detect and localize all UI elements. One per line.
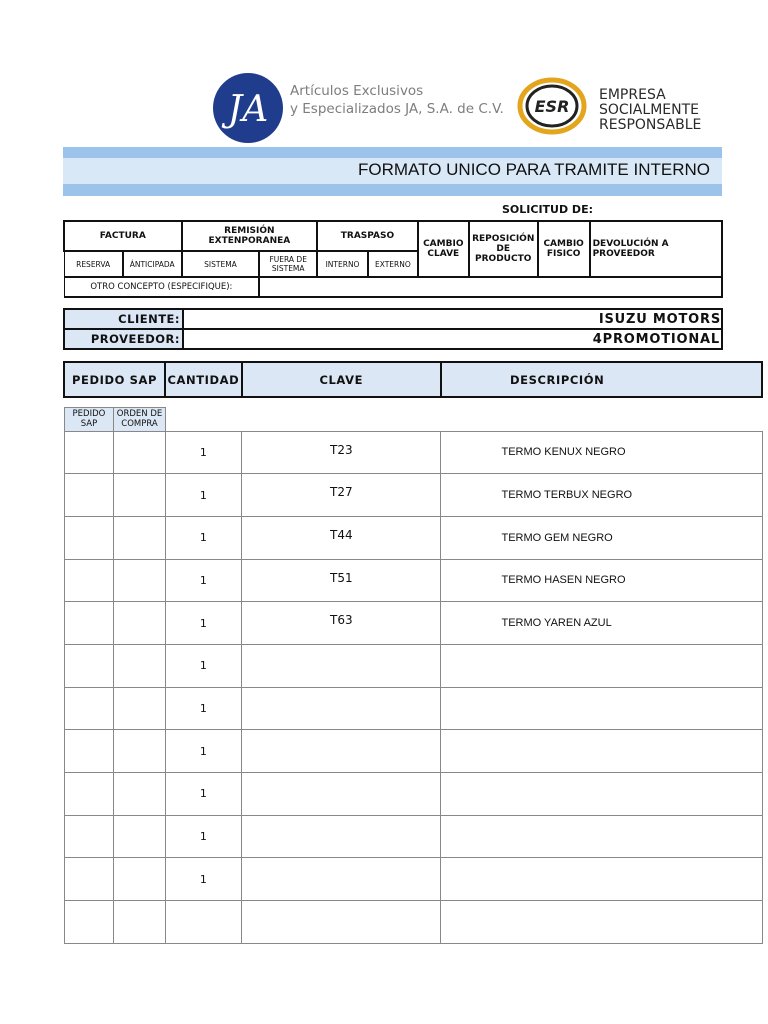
anticipada-cell[interactable]: ÁNTICIPADA bbox=[123, 251, 182, 277]
reposicion-cell[interactable]: REPOSICIÓN DE PRODUCTO bbox=[469, 221, 538, 277]
cantidad-cell[interactable]: 1 bbox=[165, 815, 242, 858]
cantidad-cell[interactable]: 1 bbox=[165, 858, 242, 901]
pedido-sap-cell[interactable] bbox=[64, 602, 114, 645]
pedido-sap-cell[interactable] bbox=[64, 644, 114, 687]
factura-cell[interactable]: FACTURA bbox=[64, 221, 182, 251]
cantidad-cell[interactable]: 1 bbox=[165, 516, 242, 559]
cliente-text: ISUZU MOTORS bbox=[598, 311, 721, 327]
svg-text:JA: JA bbox=[227, 89, 269, 130]
descripcion-cell[interactable] bbox=[441, 602, 762, 645]
pedido-sap-cell[interactable] bbox=[64, 687, 114, 730]
remision-cell[interactable]: REMISIÓN EXTENPORANEA bbox=[182, 221, 317, 251]
table-row bbox=[64, 602, 762, 645]
orden-compra-cell[interactable] bbox=[114, 431, 165, 474]
pedido-sap-cell[interactable] bbox=[64, 431, 114, 474]
cantidad-cell[interactable]: 1 bbox=[165, 687, 242, 730]
reserva-cell[interactable]: RESERVA bbox=[64, 251, 123, 277]
cantidad-cell[interactable]: 1 bbox=[165, 730, 242, 773]
cantidad-cell[interactable]: 1 bbox=[165, 602, 242, 645]
table-row bbox=[64, 687, 762, 730]
clave-cell[interactable]: T63 bbox=[242, 602, 441, 645]
esr-logo bbox=[517, 77, 587, 135]
esr-line1: EMPRESA bbox=[599, 87, 666, 103]
clave-cell[interactable]: T23 bbox=[242, 431, 441, 474]
clave-cell[interactable] bbox=[242, 687, 441, 730]
interno-cell[interactable]: INTERNO bbox=[317, 251, 368, 277]
descripcion-text: TERMO HASEN NEGRO bbox=[501, 574, 626, 587]
esr-badge: ESR bbox=[534, 97, 570, 116]
descripcion-cell[interactable] bbox=[441, 730, 762, 773]
descripcion-cell[interactable] bbox=[441, 901, 762, 944]
esr-line3: RESPONSABLE bbox=[599, 117, 702, 133]
cambio-clave-cell[interactable]: CAMBIO CLAVE bbox=[418, 221, 469, 277]
items-table bbox=[63, 361, 763, 944]
table-row bbox=[64, 815, 762, 858]
clave-cell[interactable]: T51 bbox=[242, 559, 441, 602]
party-table bbox=[63, 308, 723, 350]
otro-concepto-label: OTRO CONCEPTO (ESPECIFIQUE): bbox=[64, 277, 259, 297]
proveedor-value[interactable] bbox=[183, 329, 722, 349]
table-row bbox=[64, 858, 762, 901]
clave-cell[interactable] bbox=[242, 730, 441, 773]
items-frame bbox=[63, 361, 688, 947]
pedido-sap-cell[interactable] bbox=[64, 773, 114, 816]
cliente-label: CLIENTE: bbox=[64, 309, 183, 329]
descripcion-cell[interactable] bbox=[441, 773, 762, 816]
clave-cell[interactable]: T44 bbox=[242, 516, 441, 559]
cantidad-cell[interactable]: 1 bbox=[165, 474, 242, 517]
col-clave: CLAVE bbox=[242, 362, 441, 397]
clave-cell[interactable] bbox=[242, 858, 441, 901]
descripcion-text: TERMO GEM NEGRO bbox=[501, 531, 613, 544]
cantidad-cell[interactable]: 1 bbox=[165, 559, 242, 602]
company-name-line2: y Especializados JA, S.A. de C.V. bbox=[290, 101, 504, 117]
item-rows bbox=[64, 431, 762, 943]
orden-compra-cell[interactable] bbox=[114, 901, 165, 944]
sub-pedido-sap: PEDIDO SAP bbox=[64, 407, 114, 431]
col-pedido-sap: PEDIDO SAP bbox=[64, 362, 165, 397]
table-row bbox=[64, 516, 762, 559]
orden-compra-cell[interactable] bbox=[114, 559, 165, 602]
descripcion-cell[interactable] bbox=[441, 559, 762, 602]
title-band-top bbox=[63, 147, 722, 158]
externo-cell[interactable]: EXTERNO bbox=[368, 251, 418, 277]
table-row bbox=[64, 773, 762, 816]
descripcion-text: TERMO YAREN AZUL bbox=[501, 617, 612, 630]
cantidad-cell[interactable]: 1 bbox=[165, 644, 242, 687]
pedido-sap-cell[interactable] bbox=[64, 474, 114, 517]
company-logo bbox=[213, 73, 283, 143]
request-type-table bbox=[63, 220, 723, 298]
cliente-value[interactable] bbox=[183, 309, 722, 329]
pedido-sap-cell[interactable] bbox=[64, 815, 114, 858]
orden-compra-cell[interactable] bbox=[114, 644, 165, 687]
traspaso-cell[interactable]: TRASPASO bbox=[317, 221, 418, 251]
company-name bbox=[290, 82, 504, 118]
cantidad-cell[interactable]: 1 bbox=[165, 431, 242, 474]
orden-compra-cell[interactable] bbox=[114, 815, 165, 858]
descripcion-cell[interactable] bbox=[441, 687, 762, 730]
pedido-sap-cell[interactable] bbox=[64, 730, 114, 773]
clave-cell[interactable]: T27 bbox=[242, 474, 441, 517]
orden-compra-cell[interactable] bbox=[114, 773, 165, 816]
esr-line2: SOCIALMENTE bbox=[599, 102, 699, 118]
descripcion-cell[interactable] bbox=[441, 431, 762, 474]
company-name-line1: Artículos Exclusivos bbox=[290, 83, 424, 99]
descripcion-text: TERMO KENUX NEGRO bbox=[501, 446, 626, 459]
form-title-wrap bbox=[63, 158, 710, 184]
pedido-sap-cell[interactable] bbox=[64, 901, 114, 944]
table-row bbox=[64, 431, 762, 474]
title-band-bottom bbox=[63, 184, 722, 196]
solicitud-label: SOLICITUD DE: bbox=[502, 203, 593, 216]
sistema-cell[interactable]: SISTEMA bbox=[182, 251, 260, 277]
fuera-sistema-cell[interactable]: FUERA DE SISTEMA bbox=[259, 251, 317, 277]
table-row bbox=[64, 644, 762, 687]
descripcion-cell[interactable] bbox=[441, 474, 762, 517]
col-cantidad: CANTIDAD bbox=[165, 362, 242, 397]
party-frame bbox=[63, 308, 721, 350]
orden-compra-cell[interactable] bbox=[114, 730, 165, 773]
clave-cell[interactable] bbox=[242, 901, 441, 944]
cantidad-cell[interactable] bbox=[165, 901, 242, 944]
otro-concepto-field[interactable] bbox=[259, 277, 722, 297]
descripcion-cell[interactable] bbox=[441, 516, 762, 559]
table-row bbox=[64, 730, 762, 773]
esr-text bbox=[599, 87, 702, 133]
descripcion-text: TERMO TERBUX NEGRO bbox=[501, 489, 633, 502]
pedido-sap-cell[interactable] bbox=[64, 559, 114, 602]
clave-cell[interactable] bbox=[242, 644, 441, 687]
orden-compra-cell[interactable] bbox=[114, 474, 165, 517]
descripcion-cell[interactable] bbox=[441, 858, 762, 901]
orden-compra-cell[interactable] bbox=[114, 602, 165, 645]
orden-compra-cell[interactable] bbox=[114, 858, 165, 901]
proveedor-text: 4PROMOTIONAL bbox=[592, 331, 720, 347]
sub-spacer bbox=[165, 407, 762, 431]
spacer-row bbox=[64, 397, 762, 407]
devolucion-cell[interactable]: DEVOLUCIÓN A PROVEEDOR bbox=[590, 221, 722, 277]
request-type-frame bbox=[63, 219, 688, 299]
table-row bbox=[64, 901, 762, 944]
clave-cell[interactable] bbox=[242, 773, 441, 816]
descripcion-cell[interactable] bbox=[441, 815, 762, 858]
col-descripcion: DESCRIPCIÓN bbox=[441, 362, 762, 397]
clave-cell[interactable] bbox=[242, 815, 441, 858]
cantidad-cell[interactable]: 1 bbox=[165, 773, 242, 816]
descripcion-cell[interactable] bbox=[441, 644, 762, 687]
orden-compra-cell[interactable] bbox=[114, 516, 165, 559]
pedido-sap-cell[interactable] bbox=[64, 858, 114, 901]
orden-compra-cell[interactable] bbox=[114, 687, 165, 730]
proveedor-label: PROVEEDOR: bbox=[64, 329, 183, 349]
sub-orden-compra: ORDEN DE COMPRA bbox=[114, 407, 165, 431]
table-row bbox=[64, 474, 762, 517]
pedido-sap-cell[interactable] bbox=[64, 516, 114, 559]
form-title: FORMATO UNICO PARA TRAMITE INTERNO bbox=[358, 160, 710, 179]
table-row bbox=[64, 559, 762, 602]
cambio-fisico-cell[interactable]: CAMBIO FISICO bbox=[538, 221, 590, 277]
